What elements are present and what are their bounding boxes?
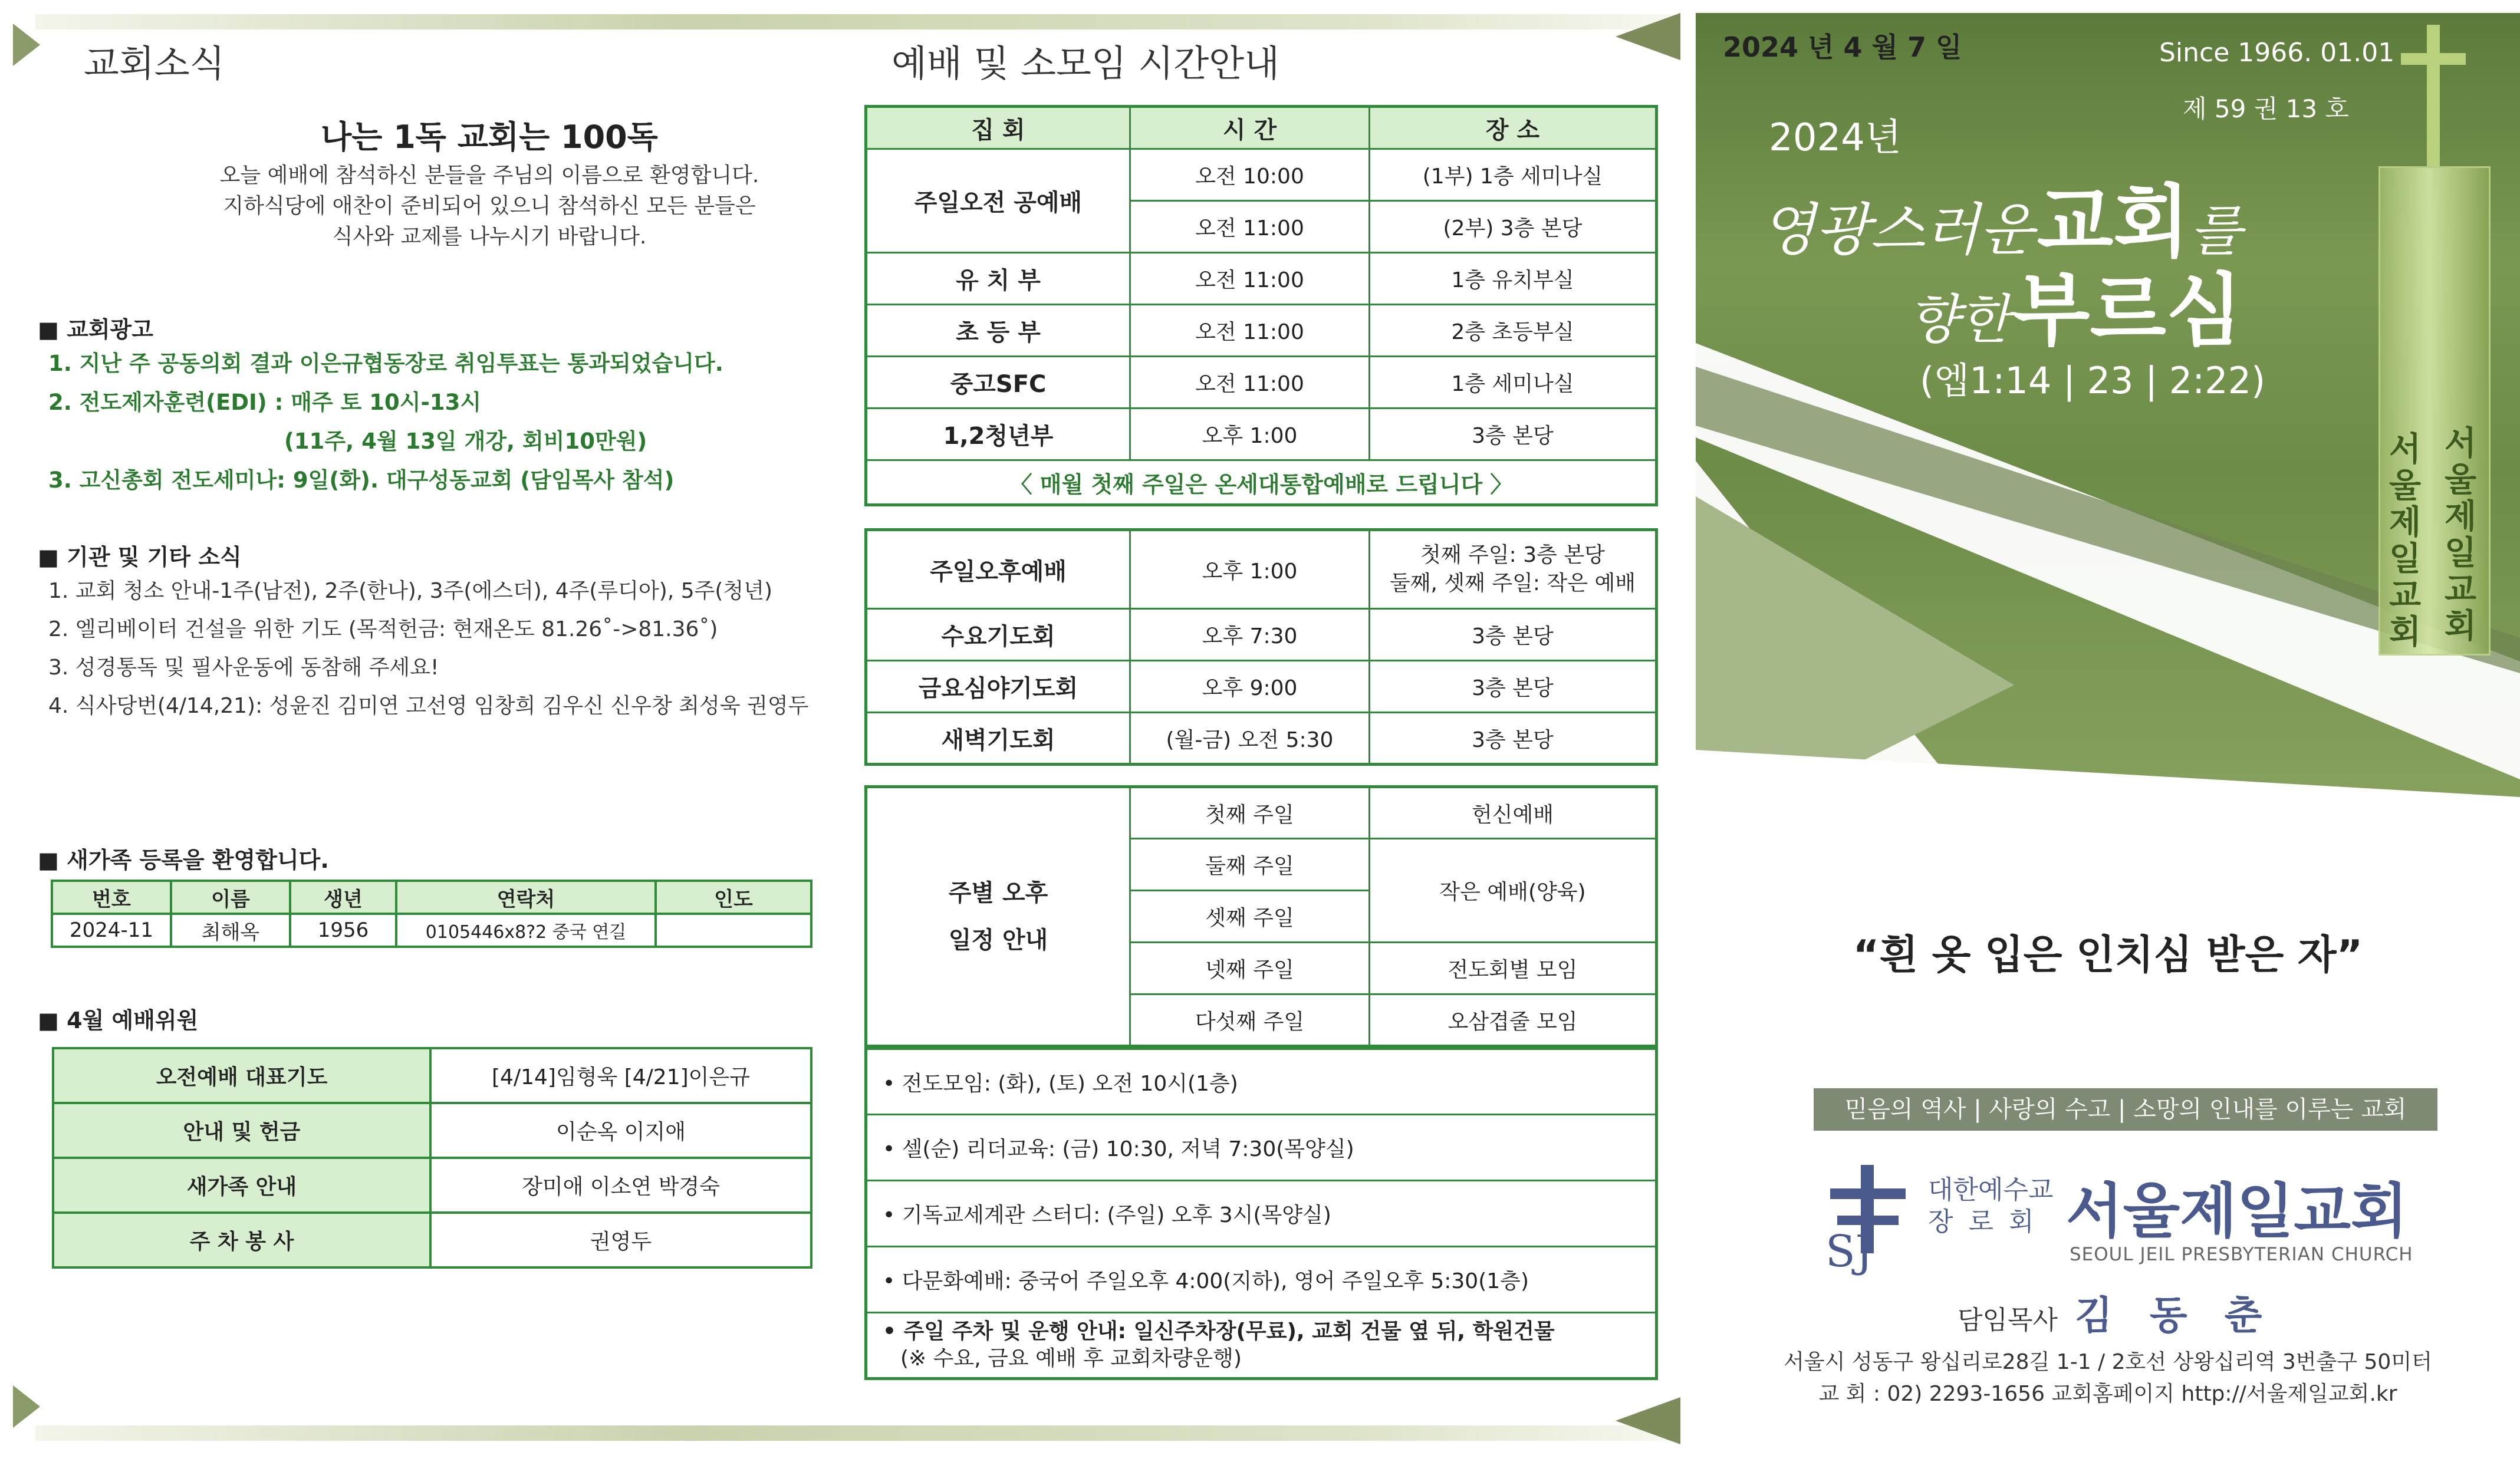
parking-text: 주일 주차 및 운행 안내: 일신주차장(무료), 교회 건물 옆 뒤, 학원건물 <box>903 1319 1555 1344</box>
cross-icon <box>2427 25 2440 166</box>
theme-part: 교회 <box>2037 176 2190 268</box>
dot-bullet-icon: • <box>883 1269 902 1293</box>
ad-item: 2. 전도제자훈련(EDI) : 매주 토 10시-13시 <box>48 390 482 415</box>
cell-meeting: 초 등 부 <box>866 305 1130 357</box>
note-item <box>866 1049 1657 1115</box>
church-news-title: 교회소식 <box>84 42 225 85</box>
col-name: 이름 <box>171 881 290 914</box>
pastor-line <box>1958 1284 2274 1340</box>
table-row <box>866 1313 1657 1379</box>
table-row <box>866 713 1657 765</box>
cell-place: 3층 본당 <box>1370 661 1657 713</box>
misc-item: 2. 엘리베이터 건설을 위한 기도 (목적헌금: 현재온도 81.26˚->81.36˚) <box>48 617 718 641</box>
table-row <box>866 1115 1657 1181</box>
april-heading <box>38 1002 198 1035</box>
cell-meeting: 새벽기도회 <box>866 713 1130 765</box>
cell-time: 오후 1:00 <box>1130 409 1370 460</box>
cell-place: 1층 세미나실 <box>1370 357 1657 409</box>
cell-meeting: 수요기도회 <box>866 609 1130 661</box>
col-number: 번호 <box>52 881 171 914</box>
theme-part: 향한 <box>1908 289 2011 351</box>
square-bullet-icon: ■ <box>38 1007 67 1033</box>
church-name-en: SEOUL JEIL PRESBYTERIAN CHURCH <box>2070 1244 2413 1265</box>
top-band-left <box>35 14 1674 29</box>
role-label: 안내 및 헌금 <box>53 1103 430 1158</box>
bullet-notes-table <box>864 1047 1658 1380</box>
cell-event: 전도회별 모임 <box>1370 943 1657 995</box>
monthly-note: 〈 매월 첫째 주일은 온세대통합예배로 드립니다 〉 <box>866 460 1657 505</box>
welcome-text <box>118 160 861 252</box>
table-row <box>866 530 1657 609</box>
april-servers-table <box>52 1047 812 1269</box>
cell-place: 3층 본당 <box>1370 409 1657 460</box>
cell-place: (2부) 3층 본당 <box>1370 201 1657 253</box>
cell-place: 1층 유치부실 <box>1370 253 1657 305</box>
cover-panel <box>1696 13 2520 844</box>
ads-heading <box>38 311 153 344</box>
logo-cross-icon <box>1837 1216 1899 1225</box>
table-row <box>866 1049 1657 1115</box>
church-address: 서울시 성동구 왕십리로28길 1-1 / 2호선 상왕십리역 3번출구 50미터 <box>1784 1350 2432 1374</box>
cell-time: 오후 7:30 <box>1130 609 1370 661</box>
logo-text: SJ <box>1825 1226 1873 1277</box>
table-row <box>53 1103 811 1158</box>
weekly-schedule-table <box>864 785 1658 1048</box>
role-label: 오전예배 대표기도 <box>53 1048 430 1103</box>
theme-verse: (엡1:14 | 23 | 2:22) <box>1920 359 2266 402</box>
table-row <box>866 253 1657 305</box>
table-row <box>866 1247 1657 1313</box>
parking-line-2: (※ 수요, 금요 예배 후 교회차량운행) <box>900 1346 1242 1371</box>
table-row <box>866 609 1657 661</box>
cell-time: 오후 9:00 <box>1130 661 1370 713</box>
table-header-row <box>866 107 1657 149</box>
cell-time: (월-금) 오전 5:30 <box>1130 713 1370 765</box>
volume-text: 제 59 권 13 호 <box>2183 94 2350 123</box>
col-place: 장 소 <box>1370 107 1657 149</box>
ads-title: 교회광고 <box>67 317 153 343</box>
table-row <box>866 460 1657 505</box>
ad-item: 1. 지난 주 공동의회 결과 이은규협동장로 취임투표는 통과되었습니다. <box>48 351 723 376</box>
tower-text: 서울제일교회 <box>2389 430 2422 651</box>
dot-bullet-icon: • <box>883 1137 902 1161</box>
cell-place <box>1370 530 1657 609</box>
theme-part: 부르심 <box>2013 265 2243 357</box>
cell-time: 오전 11:00 <box>1130 201 1370 253</box>
table-header-row <box>52 881 811 914</box>
cell-week: 첫째 주일 <box>1130 787 1370 839</box>
tower-text: 서울제일교회 <box>2445 424 2477 646</box>
table-row <box>53 1048 811 1103</box>
afternoon-place-2: 둘째, 셋째 주일: 작은 예배 <box>1389 571 1636 595</box>
cell-place: 3층 본당 <box>1370 609 1657 661</box>
role-value: [4/14]임형욱 [4/21]이은규 <box>430 1048 811 1103</box>
cell-meeting: 1,2청년부 <box>866 409 1130 460</box>
prayer-schedule-table <box>864 528 1658 766</box>
cell-meeting: 유 치 부 <box>866 253 1130 305</box>
corner-triangle-tl <box>13 24 40 66</box>
cell-weekly-label <box>866 787 1130 1046</box>
cell-birth: 1956 <box>290 914 396 947</box>
logo-cross-icon <box>1830 1188 1906 1199</box>
bottom-band-left <box>35 1425 1674 1441</box>
cell-event: 오삼겹줄 모임 <box>1370 995 1657 1046</box>
table-row <box>53 1213 811 1267</box>
cell-place: (1부) 1층 세미나실 <box>1370 149 1657 201</box>
corner-triangle-bl <box>13 1385 40 1428</box>
year-text: 2024년 <box>1769 116 1901 160</box>
cell-meeting: 금요심야기도회 <box>866 661 1130 713</box>
ad-item: (11주, 4월 13일 개강, 회비10만원) <box>284 429 647 454</box>
weekly-label-2: 일정 안내 <box>948 926 1048 954</box>
cell-time: 오전 11:00 <box>1130 357 1370 409</box>
cell-number: 2024-11 <box>52 914 171 947</box>
square-bullet-icon: ■ <box>38 847 67 873</box>
pastor-label: 담임목사 <box>1958 1305 2058 1335</box>
parking-note <box>866 1313 1657 1379</box>
cell-time: 오전 11:00 <box>1130 253 1370 305</box>
church-name: 서울제일교회 <box>2066 1177 2408 1246</box>
cell-contact: 0105446x8?2 중국 연길 <box>396 914 656 947</box>
cell-time: 오전 10:00 <box>1130 149 1370 201</box>
schedule-title: 예배 및 소모임 시간안내 <box>891 42 1280 85</box>
note-item <box>866 1115 1657 1181</box>
parking-line-1 <box>883 1318 1655 1345</box>
table-row <box>866 409 1657 460</box>
role-value: 권영두 <box>430 1213 811 1267</box>
cell-name: 최해옥 <box>171 914 290 947</box>
note-text: 기독교세계관 스터디: (주일) 오후 3시(목양실) <box>902 1203 1331 1227</box>
afternoon-place-1: 첫째 주일: 3층 본당 <box>1420 543 1605 567</box>
corner-triangle-tr <box>1616 13 1680 60</box>
misc-list <box>48 572 838 725</box>
note-item <box>866 1181 1657 1247</box>
note-text: 전도모임: (화), (토) 오전 10시(1층) <box>902 1071 1238 1096</box>
misc-heading <box>38 539 242 571</box>
theme-part: 를 <box>2189 199 2242 262</box>
cell-meeting: 중고SFC <box>866 357 1130 409</box>
col-contact: 연락처 <box>396 881 656 914</box>
cross-icon-bar <box>2401 53 2466 65</box>
sermon-title: “흰 옷 입은 인치심 받은 자” <box>1853 932 2363 979</box>
church-contact: 교 회 : 02) 2293-1656 교회홈페이지 http://서울제일교회.kr <box>1818 1382 2397 1406</box>
role-label: 새가족 안내 <box>53 1158 430 1213</box>
welcome-line: 지하식당에 애찬이 준비되어 있으니 참석하신 모든 분들은 <box>223 194 756 218</box>
role-value: 이순옥 이지애 <box>430 1103 811 1158</box>
table-row <box>866 357 1657 409</box>
since-text: Since 1966. 01.01 <box>2159 38 2395 68</box>
square-bullet-icon: ■ <box>38 317 67 343</box>
newfam-title: 새가족 등록을 환영합니다. <box>67 847 329 873</box>
welcome-line: 오늘 예배에 참석하신 분들을 주님의 이름으로 환영합니다. <box>219 163 759 187</box>
dot-bullet-icon: • <box>883 1319 904 1344</box>
table-row <box>53 1158 811 1213</box>
cell-meeting: 주일오후예배 <box>866 530 1130 609</box>
ads-list <box>48 344 838 500</box>
table-row <box>866 1181 1657 1247</box>
cell-place: 2층 초등부실 <box>1370 305 1657 357</box>
denomination-line: 장 로 회 <box>1928 1207 2038 1237</box>
cell-time: 오후 1:00 <box>1130 530 1370 609</box>
church-logo <box>1825 1165 1920 1277</box>
col-guide: 인도 <box>656 881 811 914</box>
april-title: 4월 예배위원 <box>67 1007 199 1033</box>
table-row <box>52 914 811 947</box>
worship-schedule-table <box>864 105 1658 506</box>
reading-headline: 나는 1독 교회는 100독 <box>321 118 658 156</box>
table-row <box>866 305 1657 357</box>
cell-time: 오전 11:00 <box>1130 305 1370 357</box>
col-meeting: 집 회 <box>866 107 1130 149</box>
motto-bar: 믿음의 역사 | 사랑의 수고 | 소망의 인내를 이루는 교회 <box>1814 1088 2437 1131</box>
cell-meeting: 주일오전 공예배 <box>866 149 1130 253</box>
col-time: 시 간 <box>1130 107 1370 149</box>
square-bullet-icon: ■ <box>38 544 67 570</box>
table-row <box>866 661 1657 713</box>
table-row <box>866 149 1657 201</box>
misc-item: 4. 식사당번(4/14,21): 성윤진 김미연 고선영 임창희 김우신 신우창 최성욱 권영두 <box>48 694 809 718</box>
weekly-label-1: 주별 오후 <box>948 879 1048 907</box>
dot-bullet-icon: • <box>883 1203 902 1227</box>
new-family-table <box>51 880 812 948</box>
note-item <box>866 1247 1657 1313</box>
denomination-line: 대한예수교 <box>1928 1175 2054 1205</box>
pastor-name: 김 동 춘 <box>2075 1293 2274 1338</box>
misc-item: 3. 성경통독 및 필사운동에 동참해 주세요! <box>48 656 439 680</box>
role-label: 주 차 봉 사 <box>53 1213 430 1267</box>
misc-item: 1. 교회 청소 안내-1주(남전), 2주(한나), 3주(에스더), 4주(루디아), 5주(청년) <box>48 579 773 603</box>
theme-part: 영광스러운 <box>1761 197 2034 263</box>
cell-event: 작은 예배(양육) <box>1370 839 1657 943</box>
cell-week: 넷째 주일 <box>1130 943 1370 995</box>
misc-title: 기관 및 기타 소식 <box>67 544 242 570</box>
col-birth: 생년 <box>290 881 396 914</box>
issue-date: 2024 년 4 월 7 일 <box>1723 31 1962 63</box>
cell-place: 3층 본당 <box>1370 713 1657 765</box>
ad-item: 3. 고신총회 전도세미나: 9일(화). 대구성동교회 (담임목사 참석) <box>48 467 675 493</box>
dot-bullet-icon: • <box>883 1071 902 1096</box>
corner-triangle-br <box>1616 1397 1680 1444</box>
note-text: 다문화예배: 중국어 주일오후 4:00(지하), 영어 주일오후 5:30(1층) <box>902 1269 1529 1293</box>
table-row <box>866 787 1657 839</box>
note-text: 셀(순) 리더교육: (금) 10:30, 저녁 7:30(목양실) <box>902 1137 1354 1161</box>
cell-week: 셋째 주일 <box>1130 891 1370 943</box>
role-value: 장미애 이소연 박경숙 <box>430 1158 811 1213</box>
denomination <box>1928 1174 2054 1238</box>
welcome-line: 식사와 교제를 나누시기 바랍니다. <box>332 225 647 249</box>
cell-guide <box>656 914 811 947</box>
theme-line-2 <box>1908 248 2242 361</box>
newfam-heading <box>38 842 329 874</box>
cell-week: 다섯째 주일 <box>1130 995 1370 1046</box>
cell-event: 헌신예배 <box>1370 787 1657 839</box>
cell-week: 둘째 주일 <box>1130 839 1370 891</box>
